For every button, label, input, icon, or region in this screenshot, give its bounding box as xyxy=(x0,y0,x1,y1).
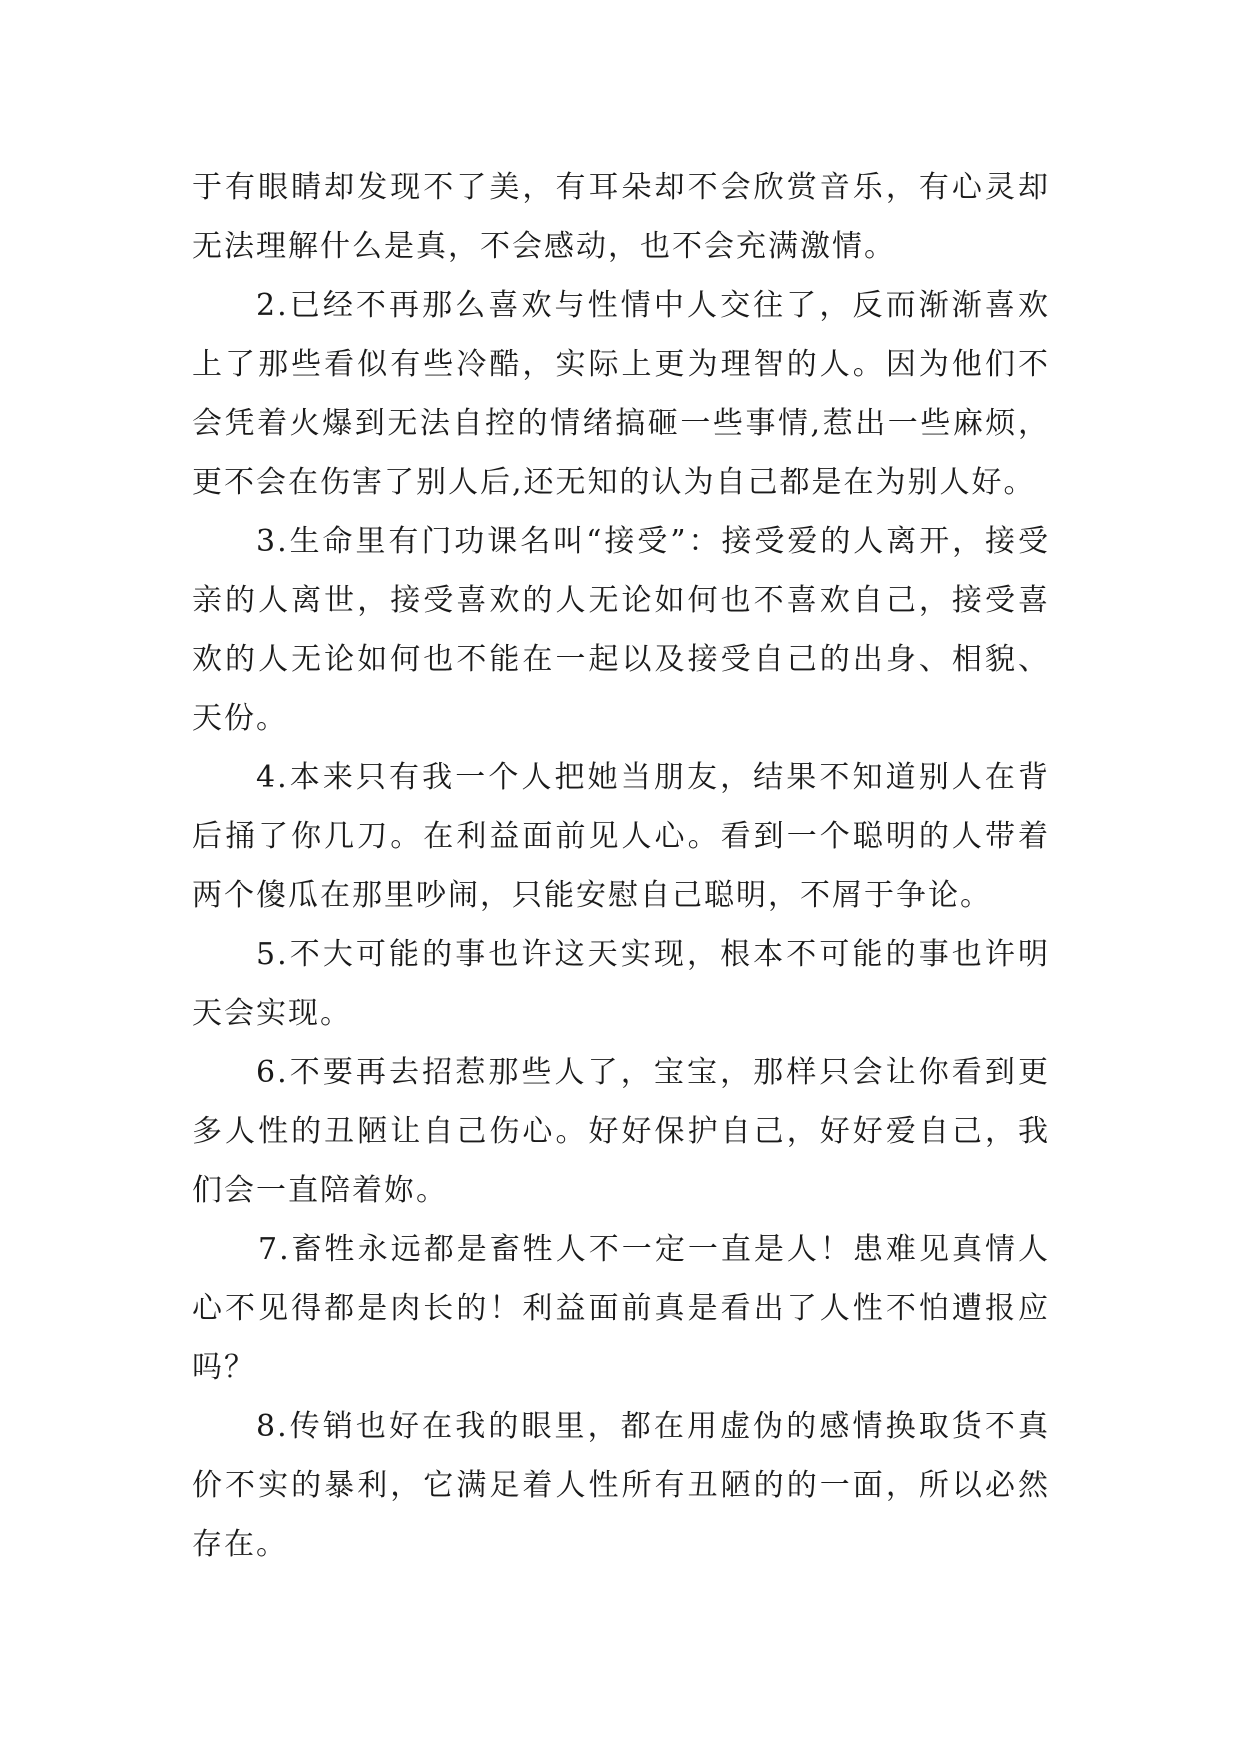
paragraph-item-8: 8.传销也好在我的眼里，都在用虚伪的感情换取货不真价不实的暴利，它满足着人性所有丑陋的的一面，所以必然存在。 xyxy=(192,1409,1050,1562)
paragraph-item-2: 2.已经不再那么喜欢与性情中人交往了，反而渐渐喜欢上了那些看似有些冷酷，实际上更为理智的人。因为他们不会凭着火爆到无法自控的情绪搞砸一些事情,惹出一些麻烦，更不会在伤害了别人后,还无知的认为自己都是在为别人好。 xyxy=(192,288,1050,500)
paragraph-item-4: 4.本来只有我一个人把她当朋友，结果不知道别人在背后捅了你几刀。在利益面前见人心。看到一个聪明的人带着两个傻瓜在那里吵闹，只能安慰自己聪明，不屑于争论。 xyxy=(192,760,1050,913)
document-body xyxy=(192,158,1050,1574)
paragraph-item-6: 6.不要再去招惹那些人了，宝宝，那样只会让你看到更多人性的丑陋让自己伤心。好好保护自己，好好爱自己，我们会一直陪着妳。 xyxy=(192,1055,1050,1208)
paragraph-continuation: 于有眼睛却发现不了美，有耳朵却不会欣赏音乐，有心灵却无法理解什么是真，不会感动，也不会充满激情。 xyxy=(192,170,1050,264)
paragraph-item-7: 7.畜牲永远都是畜牲人不一定一直是人！患难见真情人心不见得都是肉长的！利益面前真是看出了人性不怕遭报应吗？ xyxy=(192,1232,1050,1385)
paragraph-item-5: 5.不大可能的事也许这天实现，根本不可能的事也许明天会实现。 xyxy=(192,937,1050,1031)
paragraph-item-3: 3.生命里有门功课名叫“接受”：接受爱的人离开，接受亲的人离世，接受喜欢的人无论如何也不喜欢自己，接受喜欢的人无论如何也不能在一起以及接受自己的出身、相貌、天份。 xyxy=(192,524,1050,736)
